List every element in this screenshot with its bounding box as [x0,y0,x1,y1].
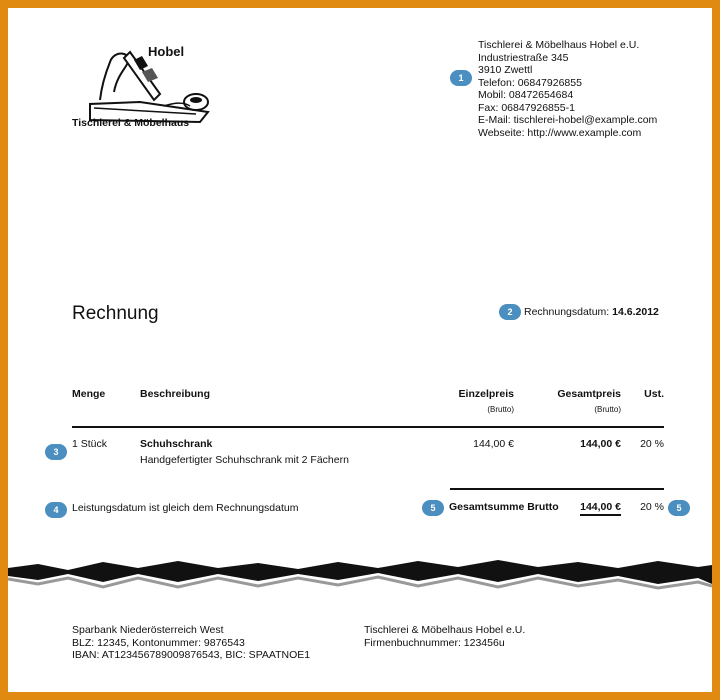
sender-line: Fax: 06847926855-1 [478,101,575,114]
sender-line: Webseite: http://www.example.com [478,126,642,139]
header-unit-price-sub: (Brutto) [487,405,514,414]
header-unit-price: Einzelpreis [458,388,514,400]
sender-line: Tischlerei & Möbelhaus Hobel e.U. [478,39,640,51]
service-date-note: Leistungsdatum ist gleich dem Rechnungsdatum [72,502,299,514]
brand-tagline: Tischlerei & Möbelhaus [72,117,190,129]
sender-address [478,39,657,139]
marker-3: 3 [45,444,67,460]
footer-bank [72,624,310,662]
footer-bank-line: IBAN: AT123456789009876543, BIC: SPAATNOE1 [72,649,311,661]
footer-bank-line: Sparbank Niederösterreich West [72,624,224,636]
row-item-detail: Handgefertigter Schuhschrank mit 2 Fächern [140,454,349,466]
footer-company-line: Tischlerei & Möbelhaus Hobel e.U. [364,624,526,636]
row-item-name: Schuhschrank [140,438,213,450]
row-unit-price: 144,00 € [473,438,514,450]
footer-company [364,624,525,649]
sender-line: Mobil: 08472654684 [478,89,574,101]
marker-4: 4 [45,502,67,518]
marker-2: 2 [499,304,521,320]
header-divider [72,426,664,428]
invoice-date [524,306,659,319]
header-total-price: Gesamtpreis [557,388,621,400]
marker-1: 1 [450,70,472,86]
row-total-price: 144,00 € [580,438,621,450]
row-vat: 20 % [640,438,664,450]
sender-line: 3910 Zwettl [478,64,533,76]
header-vat: Ust. [644,388,664,400]
sender-line: E-Mail: tischlerei-hobel@example.com [478,114,658,126]
invoice-title: Rechnung [72,303,159,324]
invoice-date-value: 14.6.2012 [612,306,659,318]
sender-line: Telefon: 06847926855 [478,76,582,89]
header-description: Beschreibung [140,388,211,400]
header-qty: Menge [72,388,106,400]
row-qty: 1 Stück [72,438,108,450]
summary-vat: 20 % [640,501,664,513]
marker-5b: 5 [668,500,690,516]
summary-divider [450,488,664,490]
summary-total-value: 144,00 € [580,501,621,516]
invoice-date-label: Rechnungsdatum: [524,306,610,318]
header-total-price-sub: (Brutto) [594,405,621,414]
brand-name: Hobel [148,44,185,59]
summary-total [516,501,621,514]
footer-bank-line: BLZ: 12345, Kontonummer: 9876543 [72,636,245,649]
marker-5: 5 [422,500,444,516]
summary-label: Gesamtsumme Brutto [449,501,559,513]
sender-line: Industriestraße 345 [478,51,569,64]
torn-edge-divider [8,556,712,596]
footer-company-line: Firmenbuchnummer: 123456u [364,636,505,649]
